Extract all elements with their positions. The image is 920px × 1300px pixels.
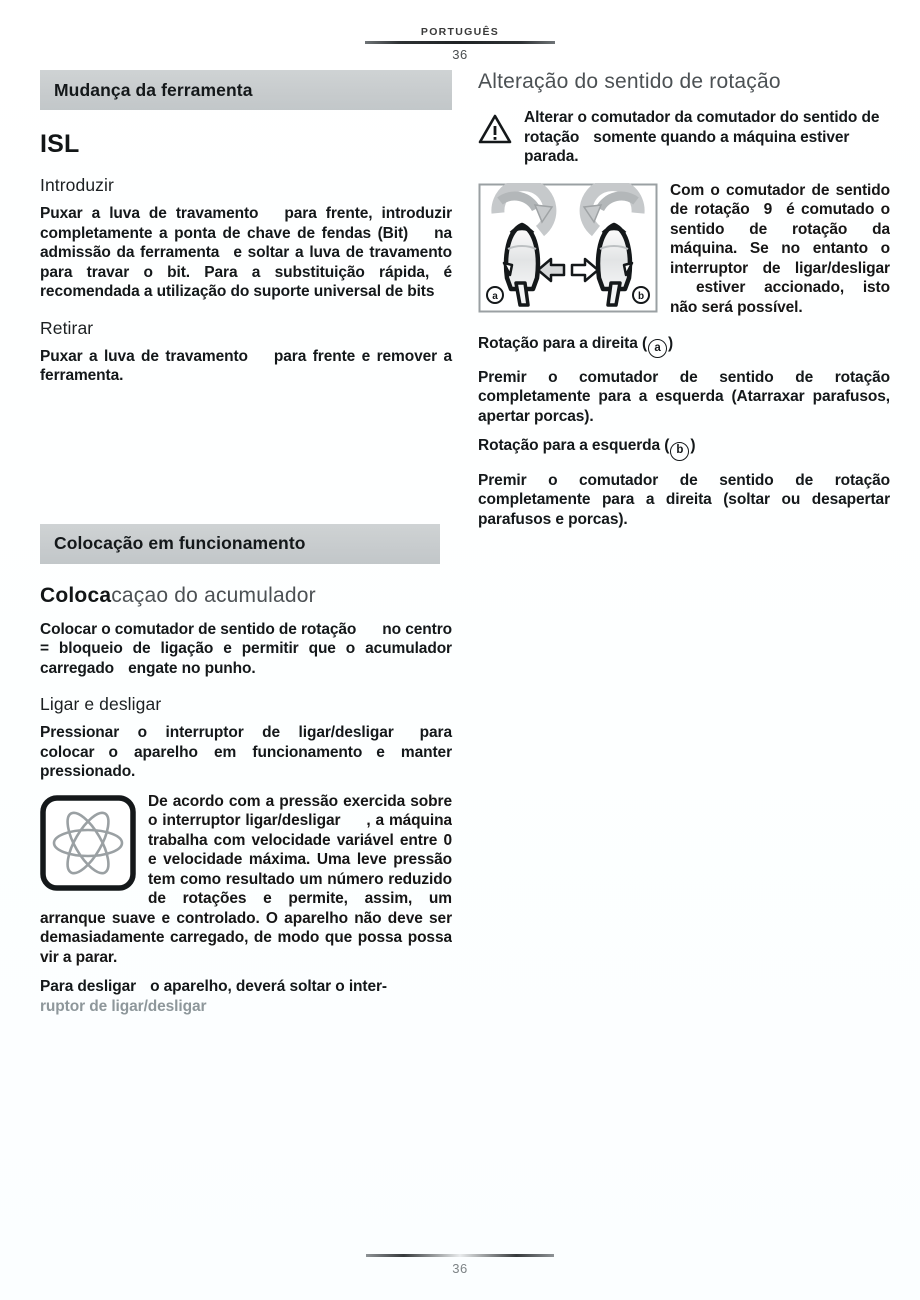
rotation-left-label-pre: Rotação para a esquerda ( xyxy=(478,437,670,455)
figure-label-b: b xyxy=(637,290,645,302)
remove-text-1: Puxar a luva de travamento xyxy=(40,347,248,365)
intro-text-1: Puxar a luva de travamento xyxy=(40,205,259,222)
circled-marker-a: a xyxy=(648,339,667,358)
paragraph-introduzir xyxy=(40,204,452,302)
battery-text-1: Colocar o comutador de sentido de rotação xyxy=(40,620,357,638)
section-bar-commissioning-label: Colocação em funcionamento xyxy=(54,533,306,553)
warning-text-1: Alterar o comutador da comutador do sentido de rotação xyxy=(524,109,880,146)
column-spacer xyxy=(40,386,452,524)
page-footer xyxy=(0,1254,920,1276)
rotation-right-label-post: ) xyxy=(668,334,674,352)
heading-battery-bold-part: Coloca xyxy=(40,583,112,607)
rotation-figure-block xyxy=(478,181,890,324)
heading-battery-insertion xyxy=(40,584,452,608)
section-bar-tool-change xyxy=(40,70,452,110)
rotation-direction-diagram xyxy=(478,183,658,318)
page-title-isl: ISL xyxy=(40,130,80,158)
paragraph-rotation-right: Premir o comutador de sentido de rotação completamente para a esquerda (Atarraxar parafusos, apertar porcas). xyxy=(478,368,890,425)
section-bar-tool-change-label: Mudança da ferramenta xyxy=(54,79,253,100)
circled-marker-b: b xyxy=(670,442,689,461)
paragraph-switch-off xyxy=(40,977,452,1016)
running-head-page-number: 36 xyxy=(452,47,468,62)
onoff-text-3: o aparelho em funcionamento xyxy=(108,743,363,761)
remove-text-2: para frente e remover a ferramenta. xyxy=(40,347,452,384)
speed-note-block xyxy=(40,792,452,968)
paragraph-ligar-desligar xyxy=(40,723,452,782)
speed-text-2: , a máquina trabalha com velocidade variável entre 0 e velocidade máxima. Uma leve pressão tem como resultado um número reduzido de rotações e permite, assim, um arranque suave e controlado. O aparelho não deve ser demasiadamente carregado, de modo que possa possa vir a parar. xyxy=(40,812,452,966)
atom-orbital-icon xyxy=(40,795,136,896)
battery-text-2: no centro = bloqueio de ligação e permitir que o acumulador carregado xyxy=(40,620,453,677)
heading-ligar-desligar: Ligar e desligar xyxy=(40,694,162,714)
paragraph-warning xyxy=(524,108,890,167)
switchoff-text-2: o aparelho, deverá soltar o inter- xyxy=(150,978,387,995)
intro-text-2: para frente, introduzir completamente a ponta de chave de fendas (Bit) xyxy=(40,205,452,242)
onoff-text-1: Pressionar o interruptor de ligar/desligar xyxy=(40,724,394,741)
paragraph-battery xyxy=(40,620,452,679)
intro-text-4: e soltar a luva de travamento para travar o bit. Para a substituição rápida, é recomendada a utilização do suporte universal de bits xyxy=(40,244,452,300)
paragraph-retirar xyxy=(40,347,452,386)
heading-introduzir: Introduzir xyxy=(40,175,114,195)
switchoff-text-faded: ruptor de ligar/desligar xyxy=(40,997,207,1015)
running-head xyxy=(0,26,920,62)
warning-block xyxy=(478,108,890,167)
running-head-language: PORTUGUÊS xyxy=(420,26,500,38)
heading-battery-light-part: caçao do acumulador xyxy=(111,583,316,607)
switchoff-text-1: Para desligar xyxy=(40,978,137,995)
heading-rotation-left xyxy=(478,436,890,460)
footer-page-number: 36 xyxy=(452,1261,468,1276)
warning-text-2: somente quando a máquina estiver parada. xyxy=(524,128,850,165)
section-bar-commissioning xyxy=(40,524,440,564)
intro-text-3: na admissão da ferramenta xyxy=(40,224,452,261)
rotation-left-label-post: ) xyxy=(690,437,696,455)
warning-triangle-icon xyxy=(478,114,512,149)
heading-retirar: Retirar xyxy=(40,317,94,338)
figure-text-1: Com o comutador de sentido de rotação xyxy=(670,181,890,218)
onoff-text-4: e manter pressionado. xyxy=(40,743,453,780)
right-column xyxy=(478,70,890,529)
speed-text-1: De acordo com a pressão exercida sobre o interruptor ligar/desligar xyxy=(148,792,452,829)
running-head-rule xyxy=(365,41,555,44)
heading-rotation-change: Alteração do sentido de rotação xyxy=(478,70,781,93)
rotation-right-label-pre: Rotação para a direita ( xyxy=(478,334,648,352)
figure-label-a: a xyxy=(492,290,498,302)
paragraph-rotation-left: Premir o comutador de sentido de rotação completamente para a direita (soltar ou desapertar parafusos e porcas). xyxy=(478,471,890,528)
left-column xyxy=(40,70,452,1016)
figure-reference-number: 9 xyxy=(763,201,773,218)
figure-text-3: estiver accionado, isto não será possível. xyxy=(670,279,890,316)
onoff-text-2: para colocar xyxy=(40,724,452,761)
heading-rotation-right xyxy=(478,334,890,358)
figure-text-2: é comutado o sentido de rotação da máquina. Se no entanto o interruptor de ligar/desligar xyxy=(670,201,890,277)
battery-text-3: engate no punho. xyxy=(128,659,256,677)
footer-rule xyxy=(366,1254,554,1257)
